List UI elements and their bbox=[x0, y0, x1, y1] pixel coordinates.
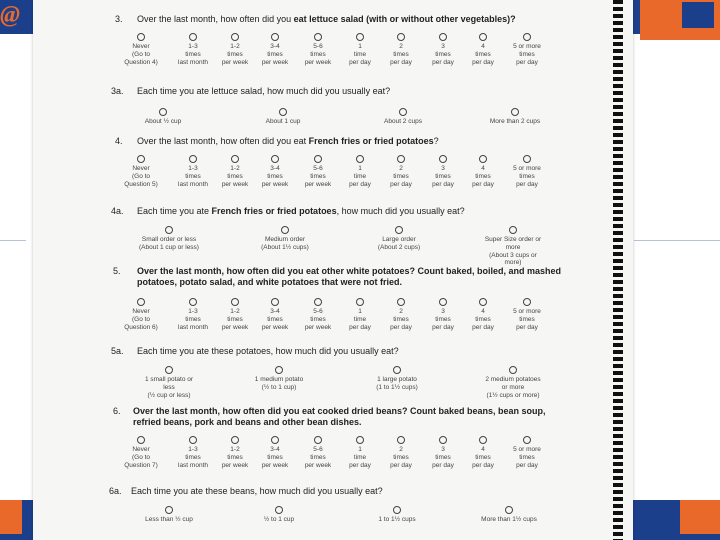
radio-bubble[interactable] bbox=[479, 155, 487, 163]
radio-bubble[interactable] bbox=[523, 155, 531, 163]
option-label: Small order or less bbox=[141, 236, 197, 243]
option-label: 1 bbox=[358, 446, 362, 453]
radio-bubble[interactable] bbox=[137, 33, 145, 41]
option-label: times bbox=[519, 50, 535, 58]
radio-bubble[interactable] bbox=[509, 226, 517, 234]
portion-option[interactable] bbox=[255, 226, 315, 252]
option-label: per day bbox=[349, 180, 371, 188]
radio-bubble[interactable] bbox=[159, 108, 167, 116]
option-label: Never bbox=[132, 308, 150, 315]
radio-bubble[interactable] bbox=[397, 298, 405, 306]
option-label: Less than ½ cup bbox=[145, 516, 193, 523]
option-label: 5 or more bbox=[513, 308, 541, 315]
option-label: times bbox=[267, 172, 283, 180]
option-label: 1 medium potato bbox=[254, 376, 304, 383]
question-number: 3a. bbox=[111, 86, 124, 96]
option-label: times bbox=[267, 50, 283, 58]
question-number: 6. bbox=[113, 406, 121, 416]
option-label: (About 2 cups) bbox=[377, 243, 421, 251]
option-label: (Go to bbox=[131, 50, 151, 58]
option-label: 1-3 bbox=[188, 446, 198, 453]
option-label: Medium order bbox=[264, 236, 306, 243]
option-label: times bbox=[185, 50, 201, 58]
portion-option[interactable] bbox=[483, 226, 543, 267]
radio-bubble[interactable] bbox=[165, 506, 173, 514]
option-label: times bbox=[435, 315, 451, 323]
option-label: 1-3 bbox=[188, 43, 198, 50]
radio-bubble[interactable] bbox=[314, 155, 322, 163]
slide-footer-accent-right bbox=[680, 500, 720, 534]
option-label: About 1 cup bbox=[265, 118, 301, 125]
logo-icon: @ bbox=[0, 2, 20, 28]
option-label: per day bbox=[390, 323, 412, 331]
option-label: Never bbox=[132, 43, 150, 50]
radio-bubble[interactable] bbox=[137, 155, 145, 163]
option-label: times bbox=[435, 172, 451, 180]
option-label: 2 bbox=[399, 43, 403, 50]
option-label: 5 or more bbox=[513, 446, 541, 453]
option-label: per day bbox=[432, 461, 454, 469]
radio-bubble[interactable] bbox=[189, 298, 197, 306]
portion-option[interactable] bbox=[479, 506, 539, 524]
option-label: 1-2 bbox=[230, 308, 240, 315]
option-label: 1-3 bbox=[188, 308, 198, 315]
option-label: per week bbox=[261, 58, 289, 66]
portion-option[interactable] bbox=[249, 506, 309, 524]
option-label: times bbox=[519, 172, 535, 180]
frequency-option[interactable] bbox=[497, 155, 557, 188]
option-label: Never bbox=[132, 165, 150, 172]
option-label: times bbox=[393, 453, 409, 461]
divider-line bbox=[0, 240, 26, 241]
option-label: 5-6 bbox=[313, 43, 323, 50]
frequency-option[interactable] bbox=[111, 155, 171, 188]
radio-bubble[interactable] bbox=[275, 506, 283, 514]
question-number: 6a. bbox=[109, 486, 122, 496]
option-label: per week bbox=[261, 461, 289, 469]
option-label: 5 or more bbox=[513, 165, 541, 172]
option-label: 2 bbox=[399, 446, 403, 453]
option-label: (1½ cups or more) bbox=[486, 391, 540, 399]
question-text: Over the last month, how often did you eat other white potatoes? Count baked, boiled, and mashed potatoes, potato salad, and white potatoes that were not fried. bbox=[137, 266, 562, 287]
radio-bubble[interactable] bbox=[137, 298, 145, 306]
option-label: 4 bbox=[481, 43, 485, 50]
option-label: (1 to 1½ cups) bbox=[376, 383, 418, 391]
radio-bubble[interactable] bbox=[505, 506, 513, 514]
radio-bubble[interactable] bbox=[523, 298, 531, 306]
option-label: times bbox=[267, 453, 283, 461]
option-label: times bbox=[475, 315, 491, 323]
portion-option[interactable] bbox=[133, 108, 193, 126]
option-label: 5-6 bbox=[313, 446, 323, 453]
option-label: per day bbox=[516, 461, 538, 469]
option-label: per week bbox=[221, 180, 249, 188]
portion-option[interactable] bbox=[139, 506, 199, 524]
portion-option[interactable] bbox=[253, 108, 313, 126]
option-label: 5-6 bbox=[313, 308, 323, 315]
question-text: Each time you ate French fries or fried potatoes, how much did you usually eat? bbox=[137, 206, 465, 216]
option-label: 4 bbox=[481, 446, 485, 453]
option-label: per day bbox=[349, 323, 371, 331]
radio-bubble[interactable] bbox=[393, 506, 401, 514]
option-label: (Go to bbox=[131, 453, 151, 461]
option-label: time bbox=[353, 172, 367, 180]
frequency-option[interactable] bbox=[497, 33, 557, 66]
option-label: 5-6 bbox=[313, 165, 323, 172]
radio-bubble[interactable] bbox=[165, 366, 173, 374]
option-label: 1 large potato bbox=[377, 376, 417, 383]
radio-bubble[interactable] bbox=[189, 33, 197, 41]
question-text: Over the last month, how often did you eat French fries or fried potatoes? bbox=[137, 136, 439, 146]
option-label: per week bbox=[221, 461, 249, 469]
option-label: 4 bbox=[481, 308, 485, 315]
option-label: 3 bbox=[441, 43, 445, 50]
option-label: per day bbox=[516, 58, 538, 66]
radio-bubble[interactable] bbox=[523, 33, 531, 41]
frequency-option[interactable] bbox=[111, 436, 171, 469]
radio-bubble[interactable] bbox=[314, 298, 322, 306]
radio-bubble[interactable] bbox=[165, 226, 173, 234]
radio-bubble[interactable] bbox=[479, 33, 487, 41]
option-label: last month bbox=[178, 323, 208, 331]
portion-option[interactable] bbox=[367, 366, 427, 392]
question-number: 4. bbox=[115, 136, 123, 146]
option-label: per day bbox=[432, 180, 454, 188]
option-label: More than 2 cups bbox=[489, 118, 541, 125]
radio-bubble[interactable] bbox=[397, 155, 405, 163]
option-label: 5 or more bbox=[513, 43, 541, 50]
option-label: per week bbox=[261, 323, 289, 331]
frequency-option[interactable] bbox=[497, 298, 557, 331]
option-label: 3-4 bbox=[270, 165, 280, 172]
portion-option[interactable] bbox=[367, 506, 427, 524]
option-label: 1 to 1½ cups bbox=[378, 516, 416, 523]
option-label: Question 6) bbox=[124, 323, 158, 331]
option-label: time bbox=[353, 453, 367, 461]
option-label: times bbox=[393, 50, 409, 58]
option-label: Question 7) bbox=[124, 461, 158, 469]
option-label: per day bbox=[349, 58, 371, 66]
radio-bubble[interactable] bbox=[397, 436, 405, 444]
question-number: 4a. bbox=[111, 206, 124, 216]
radio-bubble[interactable] bbox=[511, 108, 519, 116]
option-label: per day bbox=[472, 180, 494, 188]
radio-bubble[interactable] bbox=[356, 33, 364, 41]
option-label: per day bbox=[390, 180, 412, 188]
option-label: times bbox=[310, 453, 326, 461]
question-text: Over the last month, how often did you eat cooked dried beans? Count baked beans, bean soup, refried beans, pork and beans and other bean dishes. bbox=[133, 406, 546, 427]
frequency-option[interactable] bbox=[111, 298, 171, 331]
option-label: times bbox=[227, 315, 243, 323]
option-label: 3-4 bbox=[270, 43, 280, 50]
portion-option[interactable] bbox=[139, 226, 199, 252]
radio-bubble[interactable] bbox=[231, 298, 239, 306]
option-label: time bbox=[353, 50, 367, 58]
radio-bubble[interactable] bbox=[395, 226, 403, 234]
radio-bubble[interactable] bbox=[397, 33, 405, 41]
option-label: time bbox=[353, 315, 367, 323]
radio-bubble[interactable] bbox=[275, 366, 283, 374]
option-label: per day bbox=[390, 58, 412, 66]
radio-bubble[interactable] bbox=[523, 436, 531, 444]
radio-bubble[interactable] bbox=[356, 155, 364, 163]
option-label: 3-4 bbox=[270, 308, 280, 315]
option-label: More than 1½ cups bbox=[481, 516, 537, 523]
option-label: per day bbox=[516, 180, 538, 188]
option-label: (About 1½ cups) bbox=[261, 243, 309, 251]
radio-bubble[interactable] bbox=[439, 436, 447, 444]
option-label: per day bbox=[472, 58, 494, 66]
radio-bubble[interactable] bbox=[314, 33, 322, 41]
question-text: Each time you ate these beans, how much did you usually eat? bbox=[131, 486, 383, 496]
option-label: 3 bbox=[441, 446, 445, 453]
radio-bubble[interactable] bbox=[509, 366, 517, 374]
option-label: About ½ cup bbox=[144, 118, 182, 125]
question-text: Each time you ate lettuce salad, how much did you usually eat? bbox=[137, 86, 391, 96]
option-label: 1-2 bbox=[230, 43, 240, 50]
option-label: last month bbox=[178, 461, 208, 469]
option-label: 1 bbox=[358, 165, 362, 172]
slide-corner-box bbox=[680, 0, 716, 30]
option-label: Large order bbox=[382, 236, 416, 243]
radio-bubble[interactable] bbox=[399, 108, 407, 116]
option-label: per day bbox=[472, 461, 494, 469]
option-label: times bbox=[475, 172, 491, 180]
option-label: times bbox=[227, 172, 243, 180]
question-text: Each time you ate these potatoes, how much did you usually eat? bbox=[137, 346, 399, 356]
option-label: Question 5) bbox=[124, 180, 158, 188]
option-label: last month bbox=[178, 58, 208, 66]
radio-bubble[interactable] bbox=[189, 436, 197, 444]
option-label: per week bbox=[304, 461, 332, 469]
option-label: per week bbox=[261, 180, 289, 188]
option-label: per day bbox=[432, 58, 454, 66]
question-number: 5. bbox=[113, 266, 121, 276]
option-label: times bbox=[267, 315, 283, 323]
option-label: Question 4) bbox=[124, 58, 158, 66]
option-label: times bbox=[227, 453, 243, 461]
option-label: per day bbox=[472, 323, 494, 331]
radio-bubble[interactable] bbox=[439, 298, 447, 306]
option-label: (About 1 cup or less) bbox=[139, 243, 199, 251]
frequency-option[interactable] bbox=[111, 33, 171, 66]
option-label: (Go to bbox=[131, 172, 151, 180]
radio-bubble[interactable] bbox=[271, 298, 279, 306]
option-label: 1-2 bbox=[230, 446, 240, 453]
option-label: ½ to 1 cup bbox=[263, 516, 295, 523]
questionnaire-page bbox=[33, 0, 633, 540]
option-label: times bbox=[310, 172, 326, 180]
radio-bubble[interactable] bbox=[479, 436, 487, 444]
radio-bubble[interactable] bbox=[271, 33, 279, 41]
option-label: per week bbox=[221, 323, 249, 331]
option-label: per week bbox=[221, 58, 249, 66]
option-label: times bbox=[519, 453, 535, 461]
option-label: 1 small potato or less bbox=[144, 376, 194, 391]
radio-bubble[interactable] bbox=[271, 436, 279, 444]
radio-bubble[interactable] bbox=[231, 436, 239, 444]
option-label: times bbox=[475, 50, 491, 58]
option-label: (½ cup or less) bbox=[147, 391, 191, 399]
radio-bubble[interactable] bbox=[271, 155, 279, 163]
option-label: 3 bbox=[441, 165, 445, 172]
radio-bubble[interactable] bbox=[314, 436, 322, 444]
option-label: last month bbox=[178, 180, 208, 188]
option-label: (Go to bbox=[131, 315, 151, 323]
option-label: times bbox=[185, 453, 201, 461]
option-label: per week bbox=[304, 180, 332, 188]
option-label: times bbox=[227, 50, 243, 58]
option-label: times bbox=[393, 172, 409, 180]
option-label: times bbox=[435, 50, 451, 58]
option-label: per day bbox=[516, 323, 538, 331]
spiral-binding bbox=[613, 0, 623, 540]
option-label: per week bbox=[304, 323, 332, 331]
option-label: 3-4 bbox=[270, 446, 280, 453]
option-label: 1 bbox=[358, 308, 362, 315]
option-label: per day bbox=[349, 461, 371, 469]
question-number: 5a. bbox=[111, 346, 124, 356]
option-label: 1 bbox=[358, 43, 362, 50]
option-label: 2 medium potatoes or more bbox=[485, 376, 541, 391]
radio-bubble[interactable] bbox=[393, 366, 401, 374]
radio-bubble[interactable] bbox=[231, 155, 239, 163]
option-label: times bbox=[393, 315, 409, 323]
portion-option[interactable] bbox=[369, 226, 429, 252]
portion-option[interactable] bbox=[249, 366, 309, 392]
option-label: per week bbox=[304, 58, 332, 66]
option-label: 4 bbox=[481, 165, 485, 172]
radio-bubble[interactable] bbox=[479, 298, 487, 306]
radio-bubble[interactable] bbox=[356, 298, 364, 306]
radio-bubble[interactable] bbox=[189, 155, 197, 163]
portion-option[interactable] bbox=[373, 108, 433, 126]
option-label: 2 bbox=[399, 308, 403, 315]
divider-line bbox=[634, 240, 720, 241]
option-label: times bbox=[519, 315, 535, 323]
radio-bubble[interactable] bbox=[231, 33, 239, 41]
radio-bubble[interactable] bbox=[439, 155, 447, 163]
option-label: times bbox=[185, 315, 201, 323]
option-label: (½ to 1 cup) bbox=[261, 383, 297, 391]
radio-bubble[interactable] bbox=[356, 436, 364, 444]
option-label: 2 bbox=[399, 165, 403, 172]
portion-option[interactable] bbox=[139, 366, 199, 399]
option-label: 3 bbox=[441, 308, 445, 315]
question-number: 3. bbox=[115, 14, 123, 24]
frequency-option[interactable] bbox=[497, 436, 557, 469]
option-label: 1-3 bbox=[188, 165, 198, 172]
radio-bubble[interactable] bbox=[281, 226, 289, 234]
radio-bubble[interactable] bbox=[137, 436, 145, 444]
option-label: Super Size order or more bbox=[484, 236, 542, 251]
question-text: Over the last month, how often did you eat lettuce salad (with or without other vegetables)? bbox=[137, 14, 516, 24]
option-label: per day bbox=[390, 461, 412, 469]
option-label: times bbox=[310, 315, 326, 323]
option-label: About 2 cups bbox=[384, 118, 422, 125]
option-label: times bbox=[185, 172, 201, 180]
portion-option[interactable] bbox=[483, 366, 543, 399]
option-label: per day bbox=[432, 323, 454, 331]
radio-bubble[interactable] bbox=[279, 108, 287, 116]
portion-option[interactable] bbox=[485, 108, 545, 126]
option-label: times bbox=[310, 50, 326, 58]
option-label: times bbox=[435, 453, 451, 461]
option-label: (About 3 cups or more) bbox=[489, 251, 537, 267]
slide-footer-accent bbox=[0, 500, 22, 534]
radio-bubble[interactable] bbox=[439, 33, 447, 41]
option-label: times bbox=[475, 453, 491, 461]
option-label: Never bbox=[132, 446, 150, 453]
option-label: 1-2 bbox=[230, 165, 240, 172]
